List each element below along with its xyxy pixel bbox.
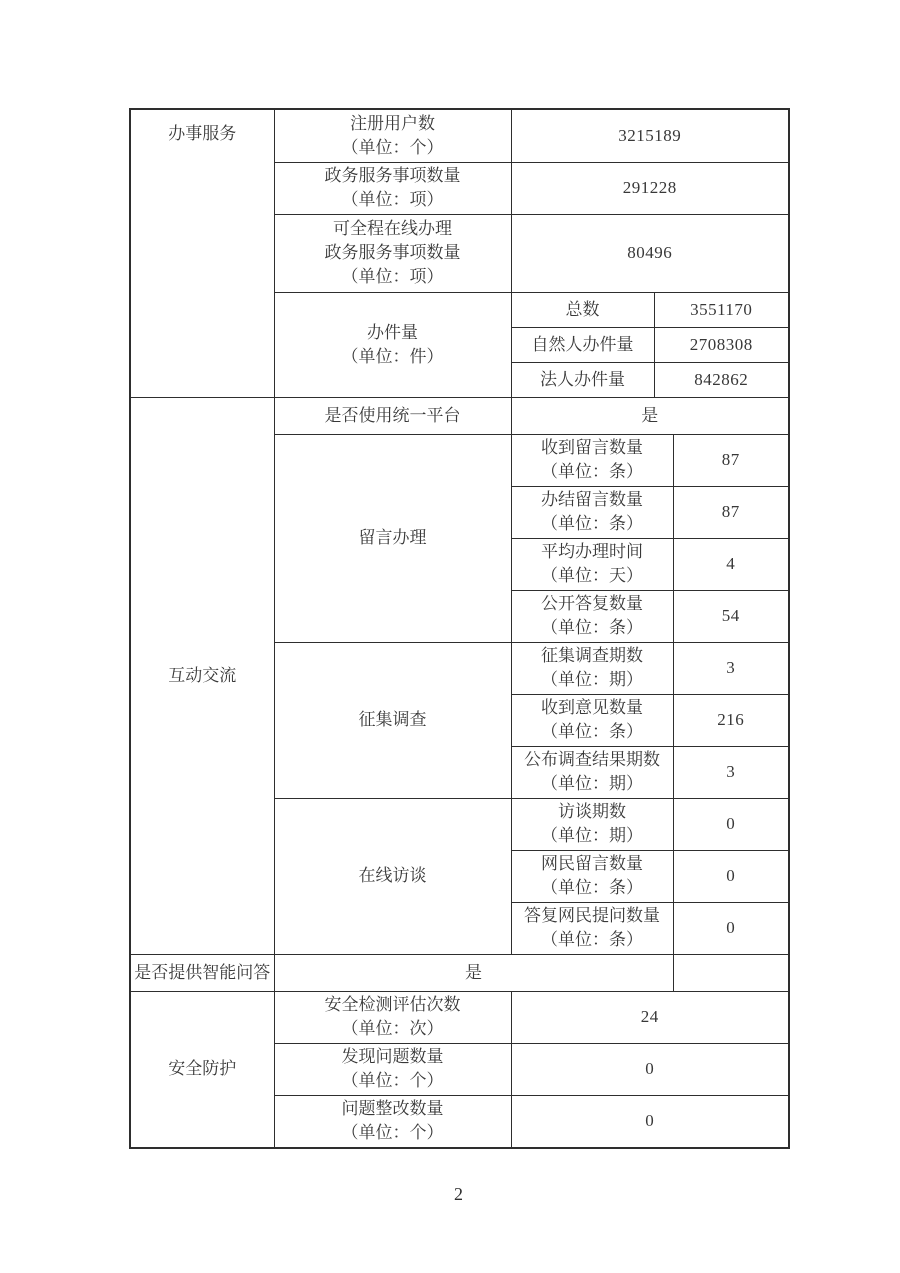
row-value-problems-found: 0 xyxy=(511,1043,789,1095)
row-label-problems-rectified xyxy=(274,1095,511,1148)
group-label-text: 办件量 xyxy=(367,322,418,342)
subrow-value-results-published: 3 xyxy=(673,746,789,798)
row-unit-text: （单位：项） xyxy=(341,190,444,209)
subrow-label-text: 收到留言数量 xyxy=(541,438,643,457)
table-row xyxy=(130,991,789,1043)
row-value-service-items: 291228 xyxy=(511,162,789,214)
subrow-label-text: 公开答复数量 xyxy=(541,594,643,613)
table-row xyxy=(130,397,789,434)
subrow-label-text: 答复网民提问数量 xyxy=(524,906,660,925)
subrow-label-netizen-questions-answered xyxy=(511,902,673,954)
row-value-unified-platform: 是 xyxy=(511,397,789,434)
row-unit-text: （单位：个） xyxy=(341,137,444,157)
subrow-unit-text: （单位：期） xyxy=(541,670,643,689)
row-unit-text: （单位：个） xyxy=(341,1071,444,1090)
subrow-unit-text: （单位：条） xyxy=(541,930,643,949)
subrow-value-messages-received: 87 xyxy=(673,434,789,486)
subrow-value-interview-periods: 0 xyxy=(673,798,789,850)
row-unit-text: （单位：个） xyxy=(341,1123,444,1143)
subrow-unit-text: （单位：条） xyxy=(541,878,643,897)
subrow-value-total: 3551170 xyxy=(654,292,789,327)
row-label-text: 政务服务事项数量 xyxy=(324,166,461,185)
row-label-text: 政务服务事项数量 xyxy=(324,243,461,262)
row-value-registered-users: 3215189 xyxy=(511,109,789,162)
subrow-value-messages-resolved: 87 xyxy=(673,486,789,538)
subrow-label-natural-person: 自然人办件量 xyxy=(511,327,654,362)
subrow-unit-text: （单位：天） xyxy=(541,566,643,585)
subrow-value-natural-person: 2708308 xyxy=(654,327,789,362)
subrow-unit-text: （单位：条） xyxy=(541,514,643,533)
subrow-value-opinions-received: 216 xyxy=(673,694,789,746)
subrow-unit-text: （单位：条） xyxy=(541,722,643,741)
group-label-message-handling: 留言办理 xyxy=(274,434,511,642)
page-number: 2 xyxy=(454,1184,463,1204)
subrow-label-text: 征集调查期数 xyxy=(541,646,643,665)
subrow-label-text: 网民留言数量 xyxy=(541,854,643,873)
government-report-table xyxy=(129,108,790,1149)
subrow-label-public-replies xyxy=(511,590,673,642)
subrow-label-opinions-received xyxy=(511,694,673,746)
row-label-online-service-items xyxy=(274,214,511,292)
row-unit-text: （单位：次） xyxy=(341,1019,444,1038)
subrow-unit-text: （单位：条） xyxy=(541,618,643,637)
section-label-security: 安全防护 xyxy=(130,991,274,1148)
subrow-value-public-replies: 54 xyxy=(673,590,789,642)
subrow-value-legal-person: 842862 xyxy=(654,362,789,397)
table-row xyxy=(130,109,789,162)
row-unit-text: （单位：项） xyxy=(341,267,444,286)
subrow-unit-text: （单位：期） xyxy=(541,774,643,793)
row-label-text: 问题整改数量 xyxy=(341,1099,444,1119)
section-label-interaction: 互动交流 xyxy=(130,397,274,954)
row-label-security-assessments xyxy=(274,991,511,1043)
table-row xyxy=(130,954,789,991)
subrow-label-legal-person: 法人办件量 xyxy=(511,362,654,397)
subrow-label-text: 办结留言数量 xyxy=(541,490,643,509)
subrow-label-total: 总数 xyxy=(511,292,654,327)
subrow-label-results-published xyxy=(511,746,673,798)
row-value-problems-rectified: 0 xyxy=(511,1095,789,1148)
group-label-survey: 征集调查 xyxy=(274,642,511,798)
row-value-security-assessments: 24 xyxy=(511,991,789,1043)
subrow-label-messages-resolved xyxy=(511,486,673,538)
subrow-label-netizen-messages xyxy=(511,850,673,902)
subrow-label-messages-received xyxy=(511,434,673,486)
row-label-registered-users xyxy=(274,109,511,162)
section-label-service: 办事服务 xyxy=(130,109,274,397)
group-label-case-volume xyxy=(274,292,511,397)
row-label-smart-qa: 是否提供智能问答 xyxy=(130,954,274,991)
row-value-smart-qa: 是 xyxy=(274,954,673,991)
subrow-unit-text: （单位：期） xyxy=(541,826,643,845)
row-label-text: 可全程在线办理 xyxy=(333,219,452,238)
subrow-label-text: 访谈期数 xyxy=(558,802,626,821)
subrow-value-average-handling-time: 4 xyxy=(673,538,789,590)
group-unit-text: （单位：件） xyxy=(341,346,444,366)
subrow-label-text: 公布调查结果期数 xyxy=(524,750,660,769)
subrow-value-netizen-questions-answered: 0 xyxy=(673,902,789,954)
row-label-service-items xyxy=(274,162,511,214)
row-value-online-service-items: 80496 xyxy=(511,214,789,292)
row-label-text: 安全检测评估次数 xyxy=(324,995,461,1014)
row-label-text: 注册用户数 xyxy=(350,113,435,133)
row-label-unified-platform: 是否使用统一平台 xyxy=(274,397,511,434)
subrow-label-text: 收到意见数量 xyxy=(541,698,643,717)
subrow-value-netizen-messages: 0 xyxy=(673,850,789,902)
subrow-value-survey-periods: 3 xyxy=(673,642,789,694)
row-label-problems-found xyxy=(274,1043,511,1095)
subrow-unit-text: （单位：条） xyxy=(541,462,643,481)
subrow-label-average-handling-time xyxy=(511,538,673,590)
subrow-label-interview-periods xyxy=(511,798,673,850)
subrow-label-survey-periods xyxy=(511,642,673,694)
group-label-online-interview: 在线访谈 xyxy=(274,798,511,954)
subrow-label-text: 平均办理时间 xyxy=(541,542,643,561)
row-label-text: 发现问题数量 xyxy=(341,1047,444,1066)
